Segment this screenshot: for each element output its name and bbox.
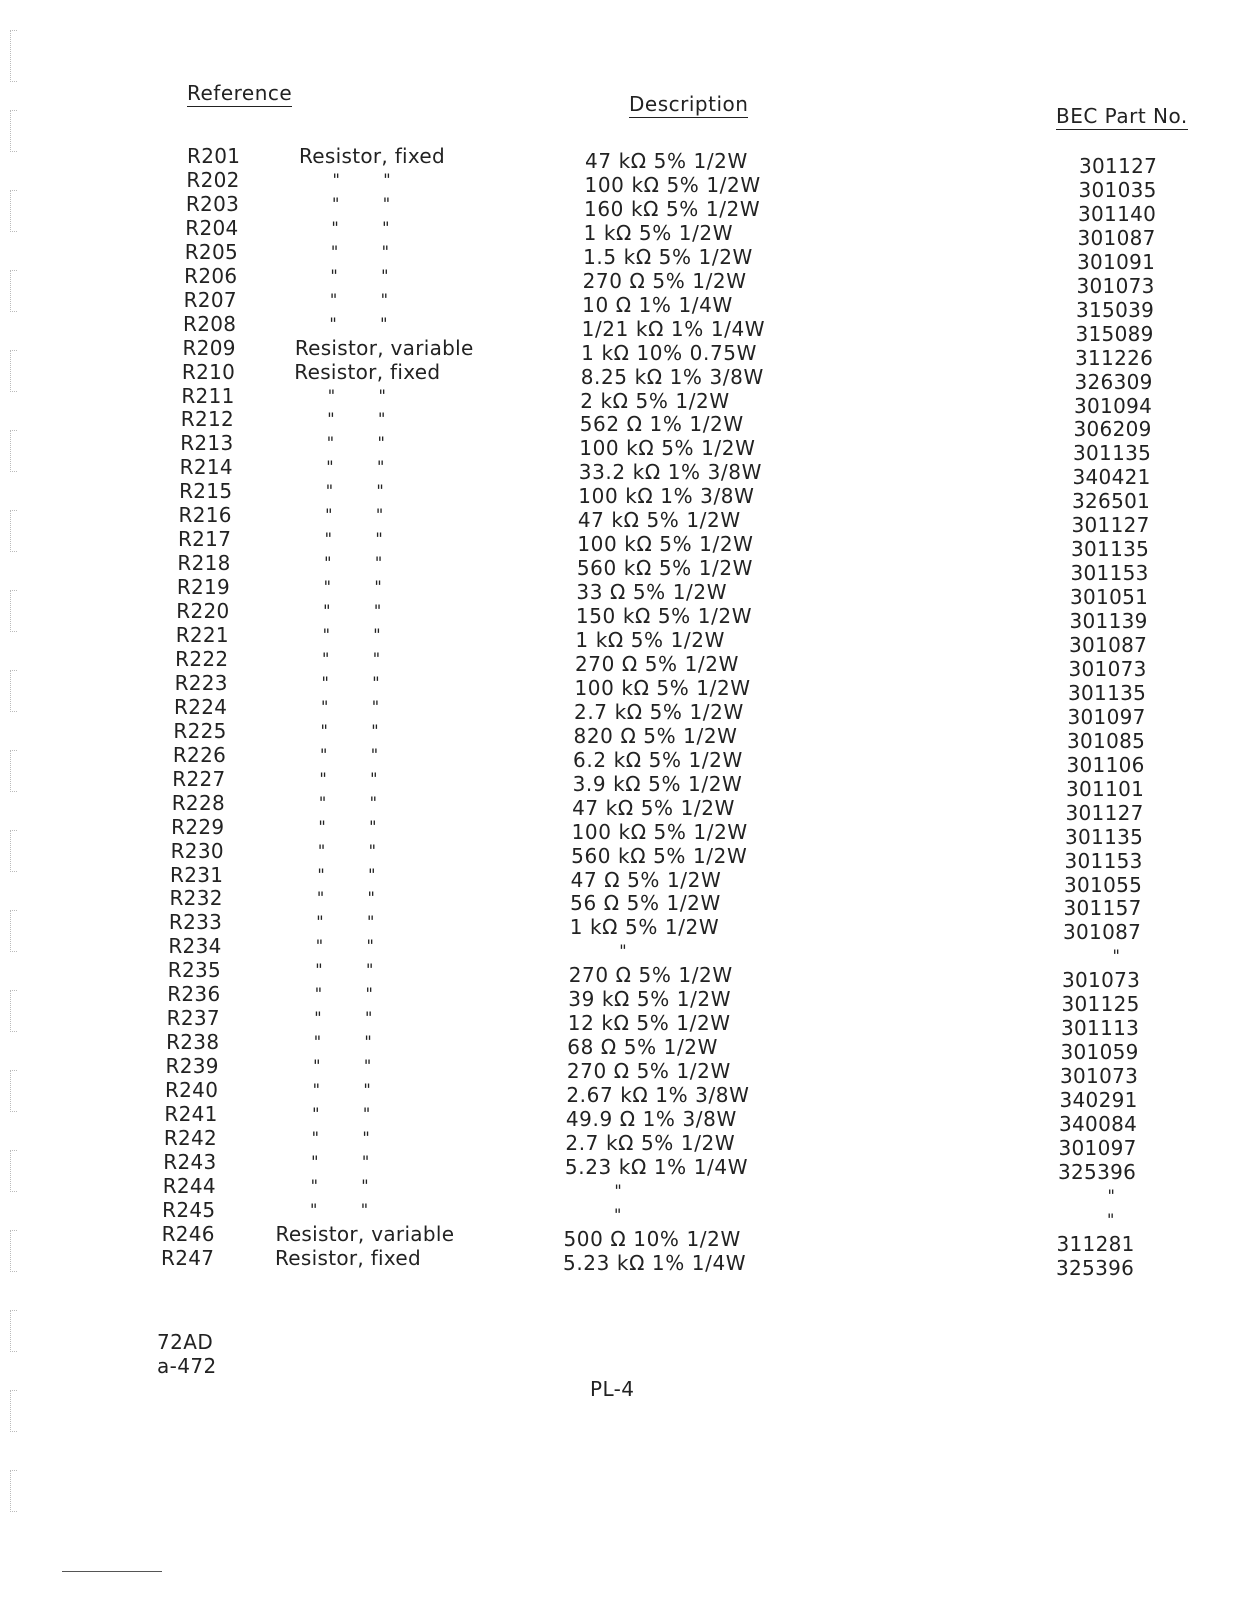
table-row — [0, 407, 1237, 442]
part-number-cell: 340084 — [1059, 1112, 1138, 1136]
part-number-cell: 301135 — [1065, 824, 1144, 849]
description-cell: 47 kΩ 5% 1/2W — [577, 508, 741, 533]
part-number-cell: " — [1107, 1209, 1115, 1229]
margin-mark — [10, 270, 17, 312]
type-cell: " " — [330, 265, 389, 285]
table-row — [0, 1102, 1237, 1136]
description-cell: 560 kΩ 5% 1/2W — [576, 556, 754, 581]
description-cell: 6.2 kΩ 5% 1/2W — [573, 747, 743, 772]
part-number-cell: 301085 — [1067, 728, 1146, 753]
reference-cell: R243 — [163, 1149, 217, 1174]
model-code: 72AD — [157, 1330, 214, 1354]
reference-cell: R245 — [162, 1197, 216, 1222]
type-cell: " " — [326, 457, 385, 477]
part-number-cell: 301073 — [1062, 968, 1141, 993]
table-row — [0, 670, 1237, 705]
part-number-cell: 301087 — [1069, 633, 1148, 657]
type-cell: Resistor, fixed — [294, 359, 441, 384]
table-row — [0, 814, 1237, 849]
table-row — [0, 742, 1237, 777]
description-cell: 47 Ω 5% 1/2W — [570, 867, 722, 892]
type-cell: Resistor, fixed — [275, 1245, 422, 1270]
type-cell: " " — [311, 1151, 370, 1171]
reference-cell: R231 — [170, 862, 224, 887]
margin-mark — [10, 350, 17, 392]
table-row — [0, 191, 1237, 226]
description-cell: " — [613, 1204, 622, 1224]
bottom-rule — [62, 1571, 162, 1572]
part-number-cell: 301127 — [1079, 154, 1158, 178]
table-row — [0, 311, 1237, 346]
description-cell: 150 kΩ 5% 1/2W — [575, 604, 753, 629]
part-number-cell: 301135 — [1073, 441, 1152, 466]
description-cell: 2.7 kΩ 5% 1/2W — [574, 699, 744, 724]
margin-mark — [10, 430, 17, 472]
table-row — [0, 287, 1237, 322]
description-cell: 5.23 kΩ 1% 1/4W — [564, 1154, 749, 1179]
table-row — [0, 1006, 1237, 1041]
part-number-cell: 301073 — [1076, 273, 1155, 298]
reference-cell: R234 — [168, 934, 222, 959]
table-row — [0, 479, 1237, 514]
reference-cell: R201 — [187, 144, 241, 168]
description-cell: 270 Ω 5% 1/2W — [566, 1059, 731, 1084]
table-row — [0, 934, 1237, 966]
table-row — [0, 718, 1237, 753]
part-number-cell: 301073 — [1060, 1064, 1139, 1089]
table-row — [0, 1149, 1237, 1184]
table-row — [0, 862, 1237, 897]
part-number-cell: 301087 — [1077, 225, 1156, 250]
description-cell: 160 kΩ 5% 1/2W — [584, 196, 761, 221]
reference-cell: R221 — [175, 623, 229, 647]
type-cell: " " — [323, 601, 382, 621]
table-row — [0, 958, 1237, 993]
description-cell: 560 kΩ 5% 1/2W — [571, 843, 748, 868]
table-row — [0, 263, 1237, 298]
part-number-cell: 301097 — [1067, 704, 1146, 729]
reference-cell: R206 — [184, 263, 238, 288]
reference-cell: R213 — [180, 431, 234, 456]
description-cell: 33.2 kΩ 1% 3/8W — [578, 460, 762, 485]
description-cell: 100 kΩ 1% 3/8W — [578, 484, 755, 509]
page-number: PL-4 — [590, 1377, 635, 1401]
reference-cell: R244 — [162, 1173, 216, 1198]
description-cell: 270 Ω 5% 1/2W — [568, 963, 733, 988]
description-cell: 500 Ω 10% 1/2W — [563, 1226, 741, 1251]
type-cell: " " — [326, 433, 386, 453]
description-cell: 820 Ω 5% 1/2W — [573, 723, 738, 748]
reference-cell: R228 — [171, 790, 226, 815]
description-cell: 2.7 kΩ 5% 1/2W — [565, 1130, 736, 1155]
table-row — [0, 575, 1237, 610]
table-row — [0, 1221, 1237, 1256]
type-cell: " " — [317, 840, 377, 860]
type-cell: " " — [314, 984, 374, 1004]
table-row — [0, 1173, 1237, 1205]
part-number-cell: 301101 — [1066, 776, 1145, 801]
type-cell: " " — [321, 696, 380, 716]
reference-cell: R216 — [178, 503, 232, 528]
part-number-cell: 301153 — [1064, 848, 1143, 873]
table-row — [0, 167, 1237, 202]
reference-cell: R208 — [183, 311, 237, 336]
table-row — [0, 359, 1237, 394]
type-cell: " " — [322, 625, 381, 644]
margin-mark — [10, 190, 17, 232]
part-number-cell: 325396 — [1058, 1159, 1137, 1184]
description-cell: 47 kΩ 5% 1/2W — [572, 795, 735, 820]
reference-cell: R218 — [177, 551, 231, 576]
reference-cell: R233 — [168, 910, 223, 935]
description-cell: 5.23 kΩ 1% 1/4W — [563, 1250, 747, 1275]
margin-mark — [10, 590, 17, 632]
reference-header: Reference — [187, 81, 293, 105]
type-cell: " " — [317, 864, 376, 884]
table-row — [0, 1030, 1237, 1065]
reference-cell: R225 — [173, 718, 227, 743]
margin-mark — [10, 830, 17, 872]
reference-cell: R230 — [170, 838, 224, 863]
description-cell: 47 kΩ 5% 1/2W — [585, 149, 748, 173]
table-row — [0, 144, 1237, 178]
margin-mark — [10, 990, 17, 1032]
reference-cell: R215 — [179, 479, 233, 504]
description-cell: 49.9 Ω 1% 3/8W — [565, 1107, 737, 1131]
type-cell: " " — [329, 289, 389, 309]
type-cell: Resistor, fixed — [299, 144, 446, 168]
type-cell: " " — [325, 481, 385, 501]
type-cell: " " — [324, 553, 383, 573]
part-number-cell: 301127 — [1071, 513, 1150, 538]
margin-mark — [10, 670, 17, 712]
part-number-cell: 315039 — [1076, 297, 1155, 322]
type-cell: " " — [315, 936, 375, 956]
margin-mark — [10, 1310, 17, 1352]
part-number-cell: " — [1107, 1185, 1116, 1205]
description-cell: 2.67 kΩ 1% 3/8W — [566, 1083, 750, 1108]
margin-mark — [10, 910, 17, 952]
type-cell: " " — [331, 193, 391, 213]
description-cell: 100 kΩ 5% 1/2W — [577, 532, 754, 557]
part-number-cell: 301051 — [1070, 585, 1149, 610]
type-cell: " " — [327, 385, 387, 405]
part-number-cell: 301140 — [1078, 201, 1157, 226]
table-row — [0, 886, 1237, 921]
part-number-cell: 301094 — [1074, 393, 1153, 418]
margin-mark — [10, 1150, 17, 1192]
type-cell: " " — [327, 409, 386, 429]
reference-cell: R241 — [164, 1102, 218, 1126]
part-number-cell: 301087 — [1063, 920, 1142, 945]
reference-cell: R204 — [185, 215, 239, 240]
table-row — [0, 527, 1237, 562]
part-number-cell: 301091 — [1077, 249, 1156, 274]
description-cell: 39 kΩ 5% 1/2W — [568, 987, 732, 1012]
part-number-cell: 301139 — [1069, 609, 1148, 634]
description-cell: " — [619, 941, 628, 961]
table-row — [0, 599, 1237, 634]
margin-mark — [10, 1070, 17, 1112]
description-cell: 8.25 kΩ 1% 3/8W — [580, 364, 764, 389]
table-row — [0, 1125, 1237, 1160]
type-cell: " " — [310, 1199, 369, 1219]
part-number-cell: 301073 — [1068, 656, 1147, 681]
reference-cell: R211 — [181, 383, 235, 408]
table-row — [0, 383, 1237, 418]
description-cell: 100 kΩ 5% 1/2W — [571, 819, 748, 844]
description-cell: 12 kΩ 5% 1/2W — [567, 1011, 731, 1036]
part-number-cell: 311226 — [1075, 345, 1154, 370]
margin-mark — [10, 750, 17, 792]
part-number-header: BEC Part No. — [1056, 104, 1188, 128]
part-number-cell: 301035 — [1078, 177, 1157, 202]
table-row — [0, 623, 1237, 657]
part-number-cell: 301106 — [1066, 752, 1145, 777]
type-cell: " " — [318, 792, 378, 812]
margin-mark — [10, 110, 17, 152]
part-number-cell: 301125 — [1061, 992, 1140, 1017]
reference-cell: R237 — [166, 1006, 220, 1031]
type-cell: " " — [314, 1008, 373, 1028]
table-row — [0, 766, 1237, 801]
part-number-cell: " — [1112, 946, 1121, 966]
type-cell: " " — [310, 1175, 369, 1195]
type-cell: " " — [331, 217, 390, 237]
table-row — [0, 910, 1237, 945]
description-cell: 1 kΩ 5% 1/2W — [575, 628, 725, 652]
part-number-cell: 326309 — [1074, 369, 1153, 394]
reference-cell: R247 — [161, 1245, 215, 1270]
type-cell: " " — [311, 1127, 370, 1147]
table-row — [0, 431, 1237, 466]
reference-cell: R246 — [161, 1221, 215, 1246]
type-cell: " " — [320, 720, 379, 740]
description-cell: 1/21 kΩ 1% 1/4W — [581, 316, 766, 341]
reference-cell: R236 — [167, 982, 221, 1007]
type-cell: " " — [319, 768, 378, 788]
reference-cell: R219 — [176, 575, 231, 600]
type-cell: " " — [324, 529, 384, 549]
margin-mark — [10, 510, 17, 552]
reference-cell: R239 — [165, 1054, 219, 1079]
reference-cell: R229 — [171, 814, 225, 839]
reference-cell: R240 — [164, 1078, 219, 1103]
reference-cell: R222 — [175, 646, 229, 671]
table-row — [0, 1054, 1237, 1089]
part-number-cell: 301113 — [1061, 1016, 1140, 1041]
reference-cell: R220 — [176, 599, 230, 624]
reference-cell: R209 — [182, 335, 236, 360]
description-cell: 1.5 kΩ 5% 1/2W — [583, 244, 753, 269]
table-row — [0, 503, 1237, 538]
part-number-cell: 301055 — [1064, 872, 1143, 897]
part-number-cell: 301135 — [1068, 680, 1147, 705]
type-cell: " " — [325, 505, 384, 525]
table-row — [0, 1078, 1237, 1113]
table-row — [0, 982, 1237, 1017]
description-cell: 2 kΩ 5% 1/2W — [580, 388, 730, 413]
table-row — [0, 694, 1237, 729]
type-cell: " " — [313, 1032, 373, 1052]
part-number-cell: 306209 — [1073, 417, 1152, 442]
part-number-cell: 311281 — [1056, 1231, 1135, 1256]
margin-mark — [10, 1390, 17, 1432]
part-number-cell: 301059 — [1060, 1040, 1139, 1065]
type-cell: " " — [330, 241, 390, 261]
type-cell: " " — [315, 960, 374, 980]
type-cell: " " — [312, 1080, 372, 1100]
reference-cell: R212 — [180, 407, 235, 432]
reference-cell: R217 — [177, 527, 232, 552]
description-cell: 1 kΩ 10% 0.75W — [581, 340, 757, 365]
description-cell: 100 kΩ 5% 1/2W — [584, 172, 761, 197]
reference-cell: R205 — [184, 239, 239, 264]
type-cell: " " — [312, 1104, 371, 1123]
reference-cell: R202 — [186, 167, 240, 192]
table-row — [0, 239, 1237, 274]
reference-cell: R235 — [167, 958, 222, 983]
part-number-cell: 301157 — [1063, 896, 1142, 921]
reference-cell: R224 — [174, 694, 228, 719]
type-cell: " " — [316, 912, 375, 932]
type-cell: " " — [319, 744, 379, 764]
type-cell: Resistor, variable — [275, 1221, 455, 1246]
reference-cell: R214 — [179, 455, 233, 480]
description-cell: 56 Ω 5% 1/2W — [570, 891, 721, 916]
part-number-cell: 301097 — [1058, 1135, 1137, 1160]
reference-cell: R242 — [163, 1125, 218, 1150]
reference-cell: R238 — [166, 1030, 220, 1055]
document-code: a-472 — [157, 1354, 217, 1378]
type-cell: " " — [322, 648, 381, 668]
part-number-cell: 301153 — [1070, 561, 1149, 586]
reference-cell: R232 — [169, 886, 223, 911]
table-row — [0, 790, 1237, 825]
reference-cell: R210 — [181, 359, 236, 384]
table-row — [0, 646, 1237, 681]
description-cell: " — [614, 1180, 623, 1200]
part-number-cell: 315089 — [1075, 321, 1154, 346]
description-cell: 1 kΩ 5% 1/2W — [569, 915, 720, 940]
description-cell: 100 kΩ 5% 1/2W — [579, 436, 756, 461]
reference-cell: R227 — [172, 766, 226, 791]
table-row — [0, 551, 1237, 586]
table-row — [0, 1197, 1237, 1229]
description-cell: 270 Ω 5% 1/2W — [574, 651, 739, 676]
reference-cell: R207 — [183, 287, 237, 312]
table-row — [0, 455, 1237, 490]
type-cell: " " — [329, 313, 388, 333]
reference-cell: R226 — [172, 742, 227, 767]
description-header: Description — [629, 92, 749, 116]
description-cell: 100 kΩ 5% 1/2W — [574, 675, 751, 700]
description-cell: 68 Ω 5% 1/2W — [567, 1035, 718, 1060]
reference-cell: R203 — [185, 191, 240, 216]
margin-mark — [10, 30, 17, 82]
part-number-cell: 301127 — [1065, 800, 1144, 825]
type-cell: " " — [316, 888, 376, 908]
type-cell: " " — [332, 169, 391, 189]
margin-mark — [10, 1470, 17, 1512]
type-cell: " " — [313, 1056, 372, 1076]
part-number-cell: 340421 — [1072, 465, 1151, 490]
type-cell: " " — [323, 577, 382, 597]
type-cell: " " — [321, 672, 380, 692]
table-row — [0, 838, 1237, 873]
description-cell: 1 kΩ 5% 1/2W — [583, 220, 734, 245]
reference-cell: R223 — [174, 670, 228, 695]
part-number-cell: 301135 — [1071, 537, 1150, 562]
table-row — [0, 1245, 1237, 1280]
part-number-cell: 325396 — [1056, 1255, 1135, 1280]
part-number-cell: 340291 — [1059, 1088, 1138, 1113]
description-cell: 562 Ω 1% 1/2W — [579, 412, 744, 437]
table-row — [0, 335, 1237, 370]
margin-mark — [10, 1230, 17, 1272]
description-cell: 33 Ω 5% 1/2W — [576, 580, 728, 605]
part-number-cell: 326501 — [1072, 489, 1151, 514]
description-cell: 10 Ω 1% 1/4W — [582, 292, 733, 317]
type-cell: " " — [318, 816, 377, 836]
description-cell: 270 Ω 5% 1/2W — [582, 268, 747, 293]
description-cell: 3.9 kΩ 5% 1/2W — [572, 771, 743, 796]
table-row — [0, 215, 1237, 250]
type-cell: Resistor, variable — [294, 335, 474, 360]
